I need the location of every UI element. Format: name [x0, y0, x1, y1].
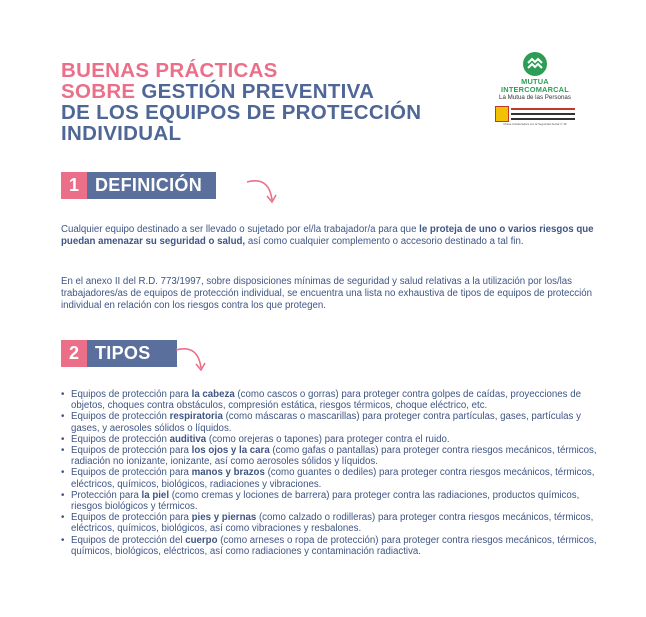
list-item: • Equipos de protección para manos y brazos (como guantes o dediles) para proteger contra riesgos mecánicos, térmicos, eléctricos, químicos, biológicos, radiaciones y vibraciones.	[61, 467, 601, 489]
list-item: • Equipos de protección del cuerpo (como arneses o ropa de protección) para proteger contra riesgos mecánicos, térmicos, químicos, biológicos, eléctricos, así como radiaciones y contaminación radiactiva.	[61, 535, 601, 557]
definition-text-bold: le proteja de uno o varios riesgos que puedan amenazar su seguridad o salud,	[61, 224, 594, 247]
section-number: 2	[61, 340, 87, 367]
definition-paragraph	[61, 224, 596, 248]
logo-note: Mutua Colaboradora con la Seguridad Social nº 39	[503, 123, 567, 126]
title-line-4: INDIVIDUAL	[61, 122, 182, 145]
curved-arrow-icon	[243, 176, 283, 210]
list-item: • Equipos de protección respiratoria (como máscaras o mascarillas) para proteger contra partículas, gases, partículas y gases, y aerosoles sólidos o líquidos.	[61, 411, 601, 433]
ppe-types-list	[61, 389, 601, 557]
list-item: • Equipos de protección para los ojos y la cara (como gafas o pantallas) para proteger contra riesgos mecánicos, térmicos, radiación no ionizante, ionizante, así como aerosoles sólidos y líquidos.	[61, 445, 601, 467]
logo-tagline: La Mutua de las Personas	[499, 94, 571, 101]
definition-text-c: así como cualquier complemento o accesorio destinado a tal fin.	[245, 236, 524, 247]
section-label: TIPOS	[87, 340, 177, 367]
title-line-2	[61, 81, 461, 102]
logo-name-line-2: INTERCOMARCAL	[501, 85, 569, 94]
logo-name-line-1: MUTUA	[521, 77, 549, 86]
list-item: • Protección para la piel (como cremas y lociones de barrera) para proteger contra las radiaciones, productos químicos, riesgos biológicos y térmicos.	[61, 490, 601, 512]
mutua-logo-icon	[523, 52, 547, 76]
title-line-2-rest: GESTIÓN PREVENTIVA	[135, 80, 375, 103]
section-label: DEFINICIÓN	[87, 172, 216, 199]
list-item: • Equipos de protección para pies y piernas (como calzado o rodilleras) para proteger contra riesgos mecánicos, térmicos, eléctricos, químicos, biológicos, así como vibraciones y resbalones.	[61, 512, 601, 534]
curved-arrow-icon	[172, 344, 212, 378]
list-item: • Equipos de protección para la cabeza (como cascos o gorras) para proteger contra golpes de caídas, proyecciones de objetos, choques contra obstáculos, compresión estática, riesgos térmicos, choque eléctrico, etc.	[61, 389, 601, 411]
section-heading-tipos	[61, 340, 177, 367]
list-item: • Equipos de protección auditiva (como orejeras o tapones) para proteger contra el ruido.	[61, 434, 601, 445]
ministry-emblem-icon	[495, 106, 575, 122]
mutua-logo	[490, 52, 580, 126]
section-heading-definicion	[61, 172, 216, 199]
title-line-1: BUENAS PRÁCTICAS	[61, 59, 278, 82]
title-line-3: DE LOS EQUIPOS DE PROTECCIÓN	[61, 101, 422, 124]
section-number: 1	[61, 172, 87, 199]
page-title	[61, 60, 461, 144]
title-word-sobre: SOBRE	[61, 80, 136, 103]
annex-paragraph: En el anexo II del R.D. 773/1997, sobre disposiciones mínimas de seguridad y salud relativas a la utilización por los/las trabajadores/as de equipos de protección individual, se encuentra una lista no exhaustiva de tipos de equipos de protección individual en relación con los riesgos contra los que protegen.	[61, 276, 593, 311]
definition-text-a: Cualquier equipo destinado a ser llevado o sujetado por el/la trabajador/a para que	[61, 224, 420, 235]
